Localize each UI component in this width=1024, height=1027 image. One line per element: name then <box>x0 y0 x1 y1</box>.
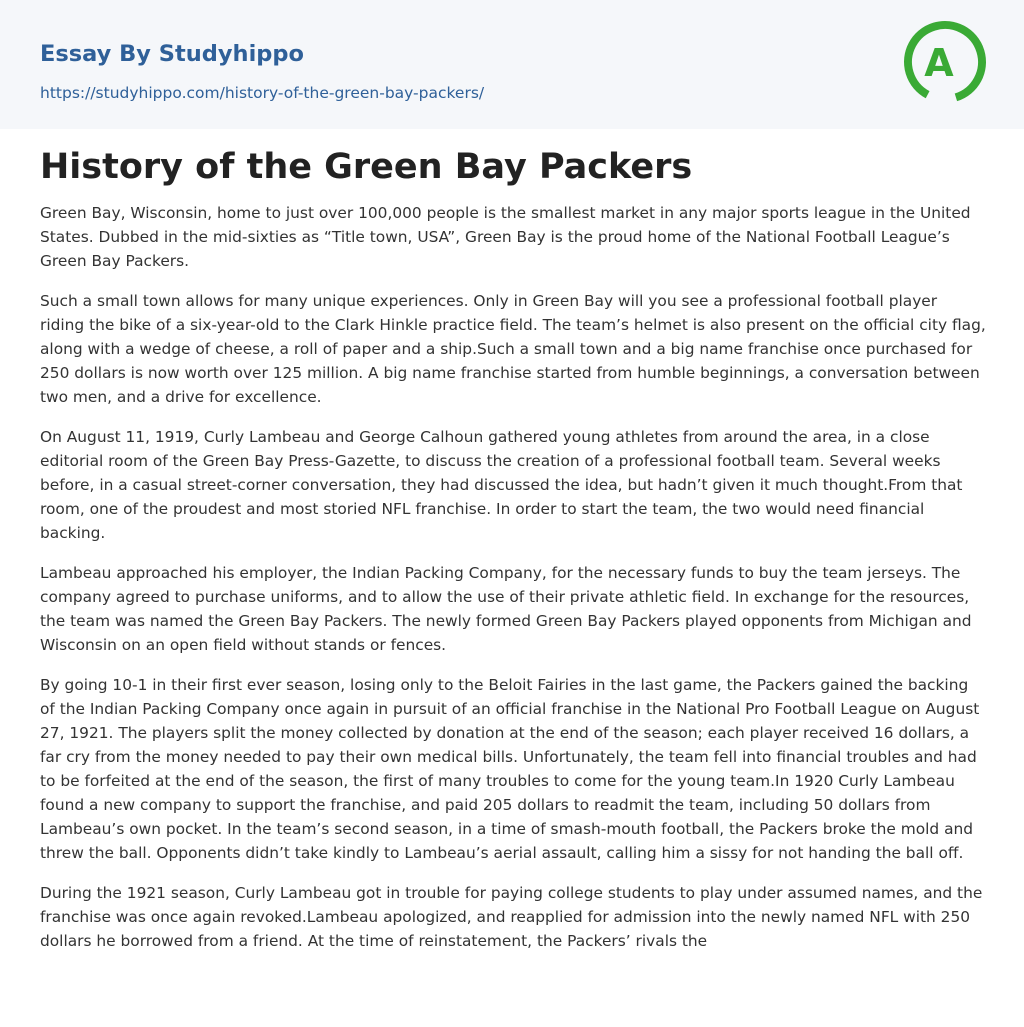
site-header <box>0 0 1024 129</box>
article-paragraph-2: Such a small town allows for many unique experiences. Only in Green Bay will you see a professional football player riding the bike of a six-year-old to the Clark Hinkle practice field. The team’s helmet is also present on the official city flag, along with a wedge of cheese, a roll of paper and a ship.Such a small town and a big name franchise once purchased for 250 dollars is now worth over 125 million. A big name franchise started from humble beginnings, a conversation between two men, and a drive for excellence. <box>40 292 986 406</box>
source-url-link[interactable]: https://studyhippo.com/history-of-the-green-bay-packers/ <box>40 84 485 102</box>
article-paragraph-5: By going 10-1 in their first ever season, losing only to the Beloit Fairies in the last game, the Packers gained the backing of the Indian Packing Company once again in pursuit of an official franchise in the National Pro Football League on August 27, 1921. The players split the money collected by donation at the end of the season; each player received 16 dollars, a far cry from the money needed to pay their own medical bills. Unfortunately, the team fell into financial troubles and had to be forfeited at the end of the season, the first of many troubles to come for the young team.In 1920 Curly Lambeau found a new company to support the franchise, and paid 205 dollars to readmit the team, including 50 dollars from Lambeau’s own pocket. In the team’s second season, in a time of smash-mouth football, the Packers broke the mold and threw the ball. Opponents didn’t take kindly to Lambeau’s aerial assault, calling him a sissy for not handing the ball off. <box>40 676 980 862</box>
article-title: History of the Green Bay Packers <box>40 147 693 187</box>
article-paragraph-4: Lambeau approached his employer, the Indian Packing Company, for the necessary funds to buy the team jerseys. The company agreed to purchase uniforms, and to allow the use of their private athletic field. In exchange for the resources, the team was named the Green Bay Packers. The newly formed Green Bay Packers played opponents from Michigan and Wisconsin on an open field without stands or fences. <box>40 564 972 654</box>
studyhippo-logo-icon[interactable] <box>901 18 989 106</box>
article-paragraph-1: Green Bay, Wisconsin, home to just over 100,000 people is the smallest market in any major sports league in the United States. Dubbed in the mid-sixties as “Title town, USA”, Green Bay is the proud home of the National Football League’s Green Bay Packers. <box>40 204 971 270</box>
article-paragraph-3: On August 11, 1919, Curly Lambeau and George Calhoun gathered young athletes from around the area, in a close editorial room of the Green Bay Press-Gazette, to discuss the creation of a professional football team. Several weeks before, in a casual street-corner conversation, they had discussed the idea, but hadn’t given it much thought.From that room, one of the proudest and most storied NFL franchise. In order to start the team, the two would need financial backing. <box>40 428 963 542</box>
site-brand[interactable]: Essay By Studyhippo <box>40 41 304 67</box>
article <box>40 143 986 969</box>
article-paragraph-6: During the 1921 season, Curly Lambeau got in trouble for paying college students to play under assumed names, and the franchise was once again revoked.Lambeau apologized, and reapplied for admission into the newly named NFL with 250 dollars he borrowed from a friend. At the time of reinstatement, the Packers’ rivals the <box>40 884 983 950</box>
logo-letter: A <box>924 41 954 85</box>
